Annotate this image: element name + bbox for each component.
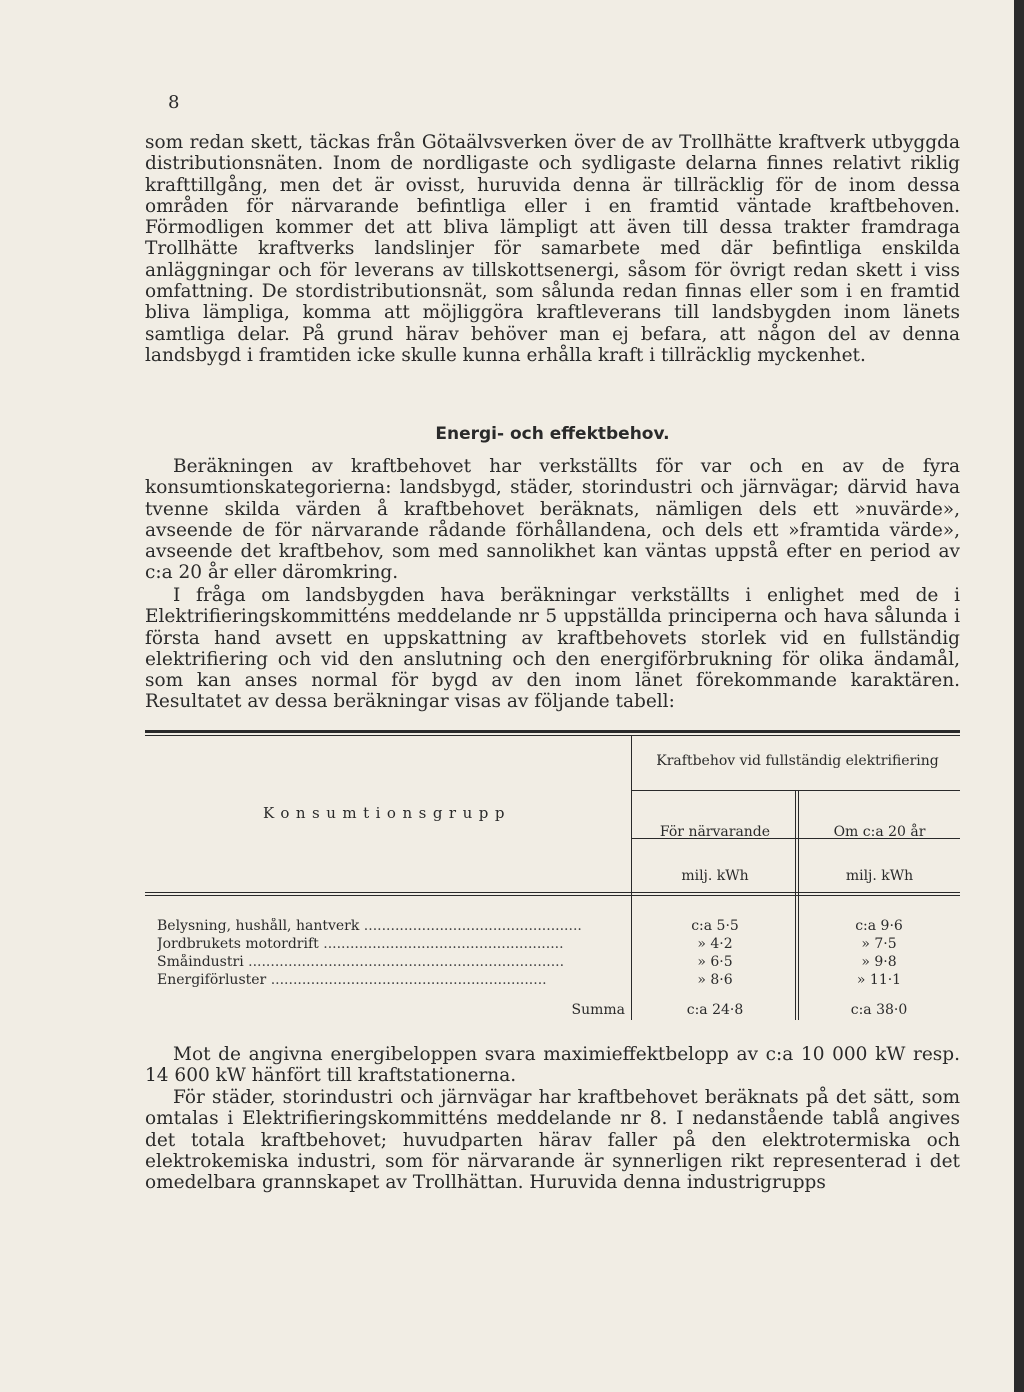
top-header: Kraftbehov vid fullständig elektrifiering	[656, 753, 939, 769]
unit-future: milj. kWh	[845, 868, 914, 884]
sum-label: Summa	[571, 1002, 625, 1018]
row-value-future: » 11·1	[856, 972, 902, 988]
sum-value-future: c:a 38·0	[850, 1002, 908, 1018]
section-heading: Energi- och effektbehov.	[435, 424, 670, 444]
table-top-rule	[145, 730, 960, 733]
group-header: Konsumtionsgrupp	[263, 804, 511, 822]
paragraph-3: I fråga om landsbygden hava beräkningar verkställts i enlighet med de i Elektrifieringskommitténs meddelande nr 5 uppställda principerna och hava sålunda i första hand avsett en uppskattning av kraftbehovets storlek vid en fullständig elektrifiering och vid den anslutning och den energiförbrukning för olika ändamål, som kan anses normal för bygd av den inom länet förekommande karaktären. Resultatet av dessa beräkningar visas av följande tabell:	[145, 585, 960, 713]
unit-now: milj. kWh	[681, 868, 749, 884]
row-value-future: c:a 9·6	[855, 918, 903, 934]
col-header-now: För närvarande	[659, 824, 771, 840]
row-value-now: » 4·2	[697, 936, 733, 952]
row-value-now: » 6·5	[697, 954, 733, 970]
table-top-rule-thin	[145, 735, 960, 736]
table-vline-main	[631, 736, 632, 1020]
row-label: Energiförluster	[157, 972, 267, 988]
row-label: Småindustri	[157, 954, 244, 970]
paragraph-4: Mot de angivna energibeloppen svara maximieffektbelopp av c:a 10 000 kW resp. 14 600 kW hänfört till kraftstationerna.	[145, 1044, 960, 1087]
table-header-line-1	[631, 790, 960, 791]
paragraph-1: som redan skett, täckas från Götaälvsverken över de av Trollhätte kraftverk utbyggda distributionsnäten. Inom de nordligaste och sydligaste delarna finnes relativt riklig krafttillgång, men det är ovisst, huruvida denna är tillräcklig för de inom dessa områden för närvarande befintliga eller i en framtid väntade kraftbehoven. Förmodligen kommer det att bliva lämpligt att även till dessa trakter framdraga Trollhätte kraftverks landslinjer för samarbete med där befintliga enskilda anläggningar och för leverans av tillskottsenergi, såsom för övrigt redan skett i viss omfattning. De stordistributionsnät, som sålunda redan finnas eller som i en framtid bliva lämpliga, komma att möjliggöra kraftleverans till landsbygden inom länets samtliga delar. På grund härav behöver man ej befara, att någon del av denna landsbygd i framtiden icke skulle kunna erhålla kraft i tillräcklig myckenhet.	[145, 132, 960, 366]
paragraph-5: För städer, storindustri och järnvägar har kraftbehovet beräknats på det sätt, som omtalas i Elektrifieringskommitténs meddelande nr 8. I nedanstående tablå angives det totala kraftbehovet; huvudparten härav faller på den elektrotermiska och elektrokemiska industri, som för närvarande är synnerligen rikt representerad i det omedelbara grannskapet av Trollhättan. Huruvida denna industrigrupps	[145, 1087, 960, 1194]
page-edge-shadow	[1014, 0, 1024, 1392]
energy-table: Konsumtionsgrupp Kraftbehov vid fullständig elektrifiering För närvarande Om c:a 20 år milj. kWh milj. kWh Belysning, hushåll, hantverk ................................................. c:a 5·5 c:a 9·6 Jordbrukets motordrift ...................................................... » 4·2 » 7·5 Småindustri ....................................................................... » 6·5 » 9·8 Energiförluster .............................................................. » 8·6 » 11·1 Summa c:a 24·8 c:a 38·0	[145, 730, 960, 1020]
row-value-future: » 9·8	[861, 954, 897, 970]
row-label: Jordbrukets motordrift	[157, 936, 319, 952]
page-number: 8	[168, 92, 180, 113]
table-header-bottom-rule-2	[145, 895, 960, 896]
table-vline-values	[795, 790, 796, 1020]
sum-value-now: c:a 24·8	[686, 1002, 744, 1018]
table-header-bottom-rule	[145, 892, 960, 893]
row-value-future: » 7·5	[861, 936, 897, 952]
row-value-now: » 8·6	[697, 972, 733, 988]
row-value-now: c:a 5·5	[691, 918, 739, 934]
paragraph-2: Beräkningen av kraftbehovet har verkställts för var och en av de fyra konsumtionskategorierna: landsbygd, städer, storindustri och järnvägar; därvid hava tvenne skilda värden å kraftbehovet beräknats, nämligen dels ett »nuvärde», avseende de för närvarande rådande förhållandena, och dels ett »framtida värde», avseende det kraftbehov, som med sannolikhet kan väntas uppstå efter en period av c:a 20 år eller däromkring.	[145, 456, 960, 584]
row-label: Belysning, hushåll, hantverk	[157, 918, 360, 934]
col-header-future: Om c:a 20 år	[833, 824, 926, 840]
